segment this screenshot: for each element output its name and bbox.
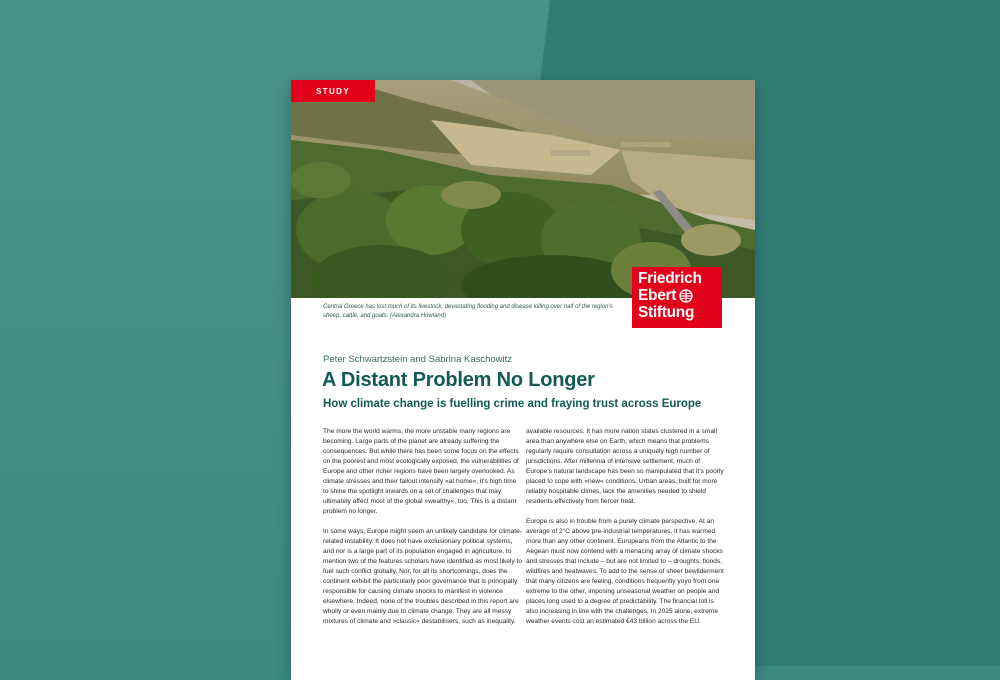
- paragraph: The more the world warms, the more unstable many regions are becoming. Large parts of the planet are already suffering the consequences. But while there has been some focus on the effects on the poorest and most ecologically exposed, the vulnerabilities of Europe and other richer regions have been largely overlooked. As climate stresses and their fallout intensify »at home«, it’s high time to shine the spotlight inwards on a set of challenges that may ultimately affect most of the global »wealthy«, too. This is a distant problem no longer.: [323, 428, 519, 515]
- text-column-2: [526, 427, 726, 637]
- logo-line-2: Ebert: [638, 287, 677, 304]
- document-page: [291, 80, 755, 680]
- paragraph: available resources. It has more nation states clustered in a small area than anywhere else on Earth, which means that problems regularly require consultation across a uniquely high number of jurisdictions. After millennia of intensive settlement, much of Europe’s natural landscape has been so manipulated that it’s poorly placed to cope with »new« conditions. Urban areas, built for more reliably hospitable climes, lack the amenities needed to shield residents effectively from fiercer heat.: [526, 428, 724, 505]
- paragraph: In some ways, Europe might seem an unlikely candidate for climate-related instability. It does not have exclusionary political systems, and nor is a large part of its population engaged in agriculture, to mention two of the features scholars have identified as most likely to fuel such conflict globally. Nor, for all its shortcomings, does the continent exhibit the particularly poor governance that is principally responsible for causing climate shocks to manifest in violence elsewhere. Indeed, none of the troubles described in this report are wholly or even mainly due to climate change. They are all messy mixtures of climate and »classic« destabilisers, such as inequality.: [323, 528, 523, 625]
- logo-line-1: Friedrich: [638, 270, 702, 287]
- paragraph: Europe is also in trouble from a purely climate perspective. At an average of 2°C above pre-industrial temperatures, it has warmed more than any other continent. Europeans from the Atlantic to the Aegean must now contend with a menacing array of climate shocks and stresses that include – but are not limited to – droughts, floods, wildfires and heatwaves. To add to the sense of sheer bewilderment that many citizens are feeling, conditions frequently yoyo from one extreme to the other, imposing unseasonal weather on people and places long used to a degree of predictability. The financial toll is also increasing in line with the challenges. In 2025 alone, extreme weather events cost an estimated €43 billion across the EU.: [526, 518, 724, 625]
- cover-photo: [291, 80, 755, 298]
- logo-line-3: Stiftung: [638, 304, 695, 321]
- globe-icon: [679, 289, 693, 303]
- authors: Peter Schwartzstein and Sabrina Kaschowitz: [323, 354, 513, 365]
- text-column-1: [323, 427, 523, 637]
- logo-line-2-row: [638, 287, 722, 304]
- study-badge: STUDY: [291, 80, 375, 102]
- document-title: A Distant Problem No Longer: [322, 369, 595, 391]
- document-subtitle: How climate change is fuelling crime and fraying trust across Europe: [323, 398, 702, 410]
- fes-logo: [632, 267, 722, 328]
- photo-caption: Central Greece has lost much of its livestock, devastating flooding and disease killing over half of the region’s sheep, cattle, and goats. (Alexandra Howland): [323, 304, 613, 319]
